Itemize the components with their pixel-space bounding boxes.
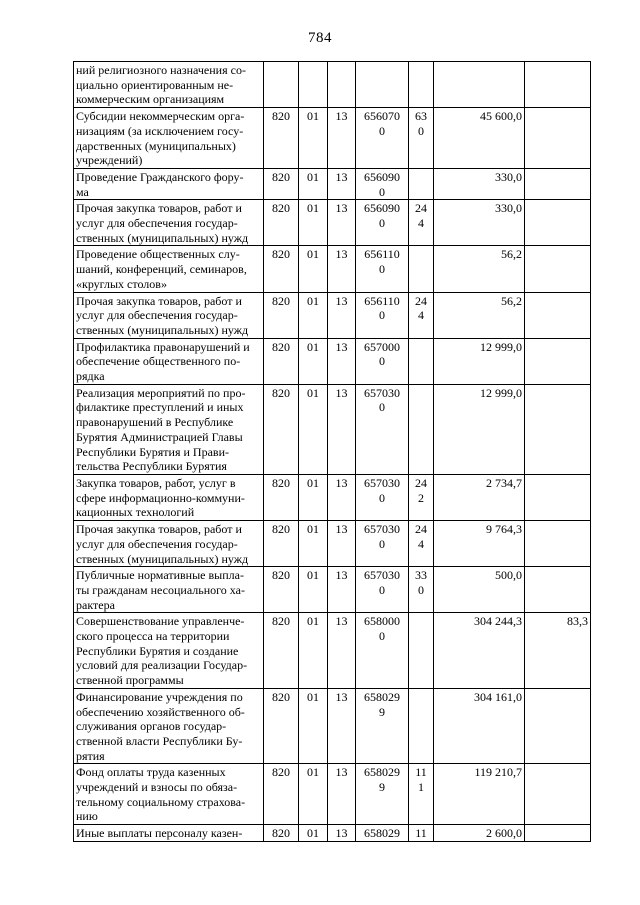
amount-value	[434, 62, 525, 108]
row-name-line: шаний, конференций, семинаров,	[76, 262, 247, 277]
row-name-line: кационных технологий	[76, 505, 195, 520]
page-number: 784	[308, 30, 332, 46]
row-name-line: Республики Бурятия и Прави-	[76, 444, 229, 459]
amount-value: 119 210,7	[434, 764, 525, 825]
subsection-code: 13	[328, 688, 356, 764]
amount-value: 56,2	[434, 292, 525, 338]
row-name-line: рядка	[76, 369, 105, 384]
ministry-code: 820	[264, 108, 299, 169]
expense-type-code	[409, 338, 434, 384]
expense-type-code	[409, 200, 434, 246]
row-name-line: Иные выплаты персоналу казен-	[76, 826, 243, 841]
target-article-code	[356, 474, 409, 520]
table-row	[74, 474, 591, 520]
row-name-line: Субсидии некоммерческим орга-	[76, 109, 245, 124]
row-name-line: сфере информационно-коммуни-	[76, 490, 245, 505]
percent-value	[525, 688, 591, 764]
expense-type-code	[409, 246, 434, 292]
expense-type-code	[409, 521, 434, 567]
expense-type-code-part: 63	[415, 109, 427, 124]
section-code: 01	[299, 338, 328, 384]
row-name-line: тельному социальному страхова-	[76, 794, 246, 809]
subsection-code: 13	[328, 825, 356, 842]
section-code: 01	[299, 613, 328, 689]
expense-type-code-part: 24	[415, 522, 427, 537]
expense-type-code-part: 0	[418, 582, 424, 597]
row-name	[74, 200, 264, 246]
target-article-code-part: 656110	[364, 247, 400, 262]
target-article-code-part: 657030	[364, 568, 400, 583]
percent-value	[525, 521, 591, 567]
expense-type-code	[409, 62, 434, 108]
row-name	[74, 62, 264, 108]
table-row	[74, 764, 591, 825]
target-article-code	[356, 688, 409, 764]
amount-value: 330,0	[434, 168, 525, 199]
ministry-code: 820	[264, 384, 299, 474]
table-row	[74, 825, 591, 842]
row-name-line: обеспечению хозяйственного об-	[76, 704, 245, 719]
expense-type-code-part: 24	[415, 475, 427, 490]
subsection-code	[328, 62, 356, 108]
row-name-line: филактике преступлений и иных	[76, 400, 244, 415]
target-article-code	[356, 108, 409, 169]
expense-type-code-part: 0	[418, 123, 424, 138]
expense-type-code-part: 4	[418, 216, 424, 231]
target-article-code-part: 0	[379, 184, 385, 199]
percent-value	[525, 246, 591, 292]
ministry-code: 820	[264, 825, 299, 842]
row-name-line: тельства Республики Бурятия	[76, 459, 227, 474]
ministry-code: 820	[264, 338, 299, 384]
percent-value	[525, 168, 591, 199]
row-name-line: Прочая закупка товаров, работ и	[76, 201, 242, 216]
row-name-line: служивания органов государ-	[76, 719, 227, 734]
target-article-code-part: 657030	[364, 385, 400, 400]
table-row	[74, 521, 591, 567]
row-name-line: услуг для обеспечения государ-	[76, 536, 238, 551]
row-name-line: ственных (муниципальных) нужд	[76, 230, 249, 245]
ministry-code: 820	[264, 613, 299, 689]
target-article-code	[356, 200, 409, 246]
expense-type-code-part: 4	[418, 308, 424, 323]
subsection-code: 13	[328, 764, 356, 825]
row-name-line: учреждений и взносы по обяза-	[76, 780, 238, 795]
amount-value: 2 734,7	[434, 474, 525, 520]
row-name-line: рятия	[76, 748, 105, 763]
section-code: 01	[299, 246, 328, 292]
table-row	[74, 246, 591, 292]
row-name-line: рактера	[76, 597, 115, 612]
section-code: 01	[299, 292, 328, 338]
target-article-code-part: 658029	[364, 826, 400, 841]
row-name-line: ственных (муниципальных) нужд	[76, 322, 249, 337]
percent-value	[525, 567, 591, 613]
subsection-code: 13	[328, 168, 356, 199]
expense-type-code-part: 11	[415, 765, 427, 780]
percent-value	[525, 108, 591, 169]
table-row	[74, 292, 591, 338]
row-name-line: услуг для обеспечения государ-	[76, 216, 238, 231]
row-name-line: ского процесса на территории	[76, 629, 230, 644]
amount-value: 2 600,0	[434, 825, 525, 842]
row-name-line: условий для реализации Государ-	[76, 658, 248, 673]
table-row	[74, 108, 591, 169]
target-article-code-part: 658029	[364, 765, 400, 780]
row-name-line: ма	[76, 184, 89, 199]
section-code: 01	[299, 567, 328, 613]
amount-value: 500,0	[434, 567, 525, 613]
subsection-code: 13	[328, 567, 356, 613]
target-article-code	[356, 338, 409, 384]
row-name-line: коммерческим организациям	[76, 92, 225, 107]
row-name-line: Республики Бурятия и создание	[76, 643, 239, 658]
subsection-code: 13	[328, 108, 356, 169]
ministry-code: 820	[264, 567, 299, 613]
percent-value	[525, 200, 591, 246]
row-name-line: Публичные нормативные выпла-	[76, 568, 244, 583]
target-article-code	[356, 62, 409, 108]
expense-type-code-part: 24	[415, 201, 427, 216]
expense-type-code	[409, 567, 434, 613]
target-article-code	[356, 168, 409, 199]
table-row	[74, 384, 591, 474]
table-row	[74, 62, 591, 108]
amount-value: 56,2	[434, 246, 525, 292]
row-name-line: ственных (муниципальных) нужд	[76, 551, 249, 566]
target-article-code-part: 0	[379, 536, 385, 551]
amount-value: 12 999,0	[434, 338, 525, 384]
row-name	[74, 688, 264, 764]
row-name	[74, 384, 264, 474]
percent-value	[525, 764, 591, 825]
section-code: 01	[299, 825, 328, 842]
subsection-code: 13	[328, 521, 356, 567]
subsection-code: 13	[328, 246, 356, 292]
row-name	[74, 521, 264, 567]
expense-type-code-part: 24	[415, 293, 427, 308]
ministry-code: 820	[264, 474, 299, 520]
ministry-code: 820	[264, 168, 299, 199]
expense-type-code	[409, 108, 434, 169]
section-code: 01	[299, 521, 328, 567]
row-name-line: Профилактика правонарушений и	[76, 339, 250, 354]
target-article-code-part: 0	[379, 123, 385, 138]
target-article-code-part: 657030	[364, 475, 400, 490]
expense-type-code	[409, 688, 434, 764]
target-article-code-part: 657000	[364, 339, 400, 354]
row-name	[74, 825, 264, 842]
target-article-code-part: 0	[379, 262, 385, 277]
table-row	[74, 613, 591, 689]
ministry-code: 820	[264, 521, 299, 567]
row-name-line: Реализация мероприятий по про-	[76, 385, 246, 400]
row-name-line: дарственных (муниципальных)	[76, 138, 236, 153]
amount-value: 304 244,3	[434, 613, 525, 689]
subsection-code: 13	[328, 292, 356, 338]
row-name-line: циально ориентированным не-	[76, 77, 234, 92]
row-name-line: Прочая закупка товаров, работ и	[76, 293, 242, 308]
subsection-code: 13	[328, 338, 356, 384]
target-article-code-part: 9	[379, 704, 385, 719]
amount-value: 9 764,3	[434, 521, 525, 567]
row-name	[74, 338, 264, 384]
table-row	[74, 688, 591, 764]
section-code: 01	[299, 384, 328, 474]
row-name-line: Совершенствование управленче-	[76, 614, 245, 629]
target-article-code	[356, 825, 409, 842]
subsection-code: 13	[328, 384, 356, 474]
row-name	[74, 168, 264, 199]
amount-value: 330,0	[434, 200, 525, 246]
row-name-line: ты гражданам несоциального ха-	[76, 582, 245, 597]
row-name-line: Закупка товаров, работ, услуг в	[76, 475, 236, 490]
target-article-code-part: 0	[379, 490, 385, 505]
target-article-code-part: 0	[379, 400, 385, 415]
percent-value	[525, 384, 591, 474]
row-name-line: Проведение общественных слу-	[76, 247, 240, 262]
target-article-code-part: 0	[379, 582, 385, 597]
target-article-code	[356, 764, 409, 825]
target-article-code-part: 0	[379, 629, 385, 644]
target-article-code	[356, 292, 409, 338]
budget-table-body	[74, 62, 591, 842]
target-article-code-part: 0	[379, 354, 385, 369]
target-article-code-part: 0	[379, 308, 385, 323]
expense-type-code-part: 2	[418, 490, 424, 505]
row-name-line: Проведение Гражданского фору-	[76, 169, 244, 184]
ministry-code: 820	[264, 200, 299, 246]
row-name-line: ний религиозного назначения со-	[76, 63, 246, 77]
target-article-code-part: 656090	[364, 201, 400, 216]
table-row	[74, 338, 591, 384]
ministry-code: 820	[264, 688, 299, 764]
expense-type-code-part: 33	[415, 568, 427, 583]
ministry-code	[264, 62, 299, 108]
row-name-line: Финансирование учреждения по	[76, 689, 243, 704]
ministry-code: 820	[264, 292, 299, 338]
row-name-line: нию	[76, 809, 98, 824]
target-article-code-part: 658000	[364, 614, 400, 629]
budget-table	[73, 61, 591, 842]
target-article-code-part: 9	[379, 780, 385, 795]
row-name-line: правонарушений в Республике	[76, 415, 234, 430]
ministry-code: 820	[264, 764, 299, 825]
row-name	[74, 474, 264, 520]
row-name-line: обеспечение общественного по-	[76, 354, 241, 369]
expense-type-code	[409, 825, 434, 842]
section-code: 01	[299, 108, 328, 169]
row-name-line: услуг для обеспечения государ-	[76, 308, 238, 323]
expense-type-code	[409, 292, 434, 338]
row-name	[74, 246, 264, 292]
row-name	[74, 292, 264, 338]
percent-value: 83,3	[525, 613, 591, 689]
section-code: 01	[299, 474, 328, 520]
table-row	[74, 168, 591, 199]
row-name	[74, 567, 264, 613]
expense-type-code	[409, 613, 434, 689]
target-article-code-part: 0	[379, 216, 385, 231]
row-name-line: Прочая закупка товаров, работ и	[76, 522, 242, 537]
amount-value: 12 999,0	[434, 384, 525, 474]
expense-type-code-part: 11	[415, 826, 427, 841]
row-name-line: «круглых столов»	[76, 276, 167, 291]
row-name-line: Фонд оплаты труда казенных	[76, 765, 226, 780]
target-article-code	[356, 246, 409, 292]
expense-type-code	[409, 474, 434, 520]
target-article-code-part: 656090	[364, 169, 400, 184]
subsection-code: 13	[328, 200, 356, 246]
row-name-line: учреждений)	[76, 153, 143, 168]
target-article-code-part: 657030	[364, 522, 400, 537]
section-code: 01	[299, 200, 328, 246]
percent-value	[525, 62, 591, 108]
row-name	[74, 613, 264, 689]
section-code: 01	[299, 168, 328, 199]
target-article-code	[356, 384, 409, 474]
row-name-line: ственной программы	[76, 673, 184, 688]
section-code	[299, 62, 328, 108]
row-name	[74, 764, 264, 825]
target-article-code	[356, 521, 409, 567]
row-name-line: Бурятия Администрацией Главы	[76, 429, 243, 444]
amount-value: 304 161,0	[434, 688, 525, 764]
expense-type-code	[409, 384, 434, 474]
amount-value: 45 600,0	[434, 108, 525, 169]
table-row	[74, 200, 591, 246]
row-name	[74, 108, 264, 169]
row-name-line: ственной власти Республики Бу-	[76, 733, 243, 748]
section-code: 01	[299, 688, 328, 764]
expense-type-code-part: 1	[418, 780, 424, 795]
percent-value	[525, 474, 591, 520]
section-code: 01	[299, 764, 328, 825]
target-article-code-part: 656070	[364, 109, 400, 124]
target-article-code-part: 656110	[364, 293, 400, 308]
expense-type-code	[409, 764, 434, 825]
expense-type-code	[409, 168, 434, 199]
percent-value	[525, 292, 591, 338]
row-name-line: низациям (за исключением госу-	[76, 123, 244, 138]
target-article-code	[356, 613, 409, 689]
expense-type-code-part: 4	[418, 536, 424, 551]
ministry-code: 820	[264, 246, 299, 292]
target-article-code	[356, 567, 409, 613]
subsection-code: 13	[328, 613, 356, 689]
target-article-code-part: 658029	[364, 689, 400, 704]
percent-value	[525, 338, 591, 384]
subsection-code: 13	[328, 474, 356, 520]
table-row	[74, 567, 591, 613]
percent-value	[525, 825, 591, 842]
